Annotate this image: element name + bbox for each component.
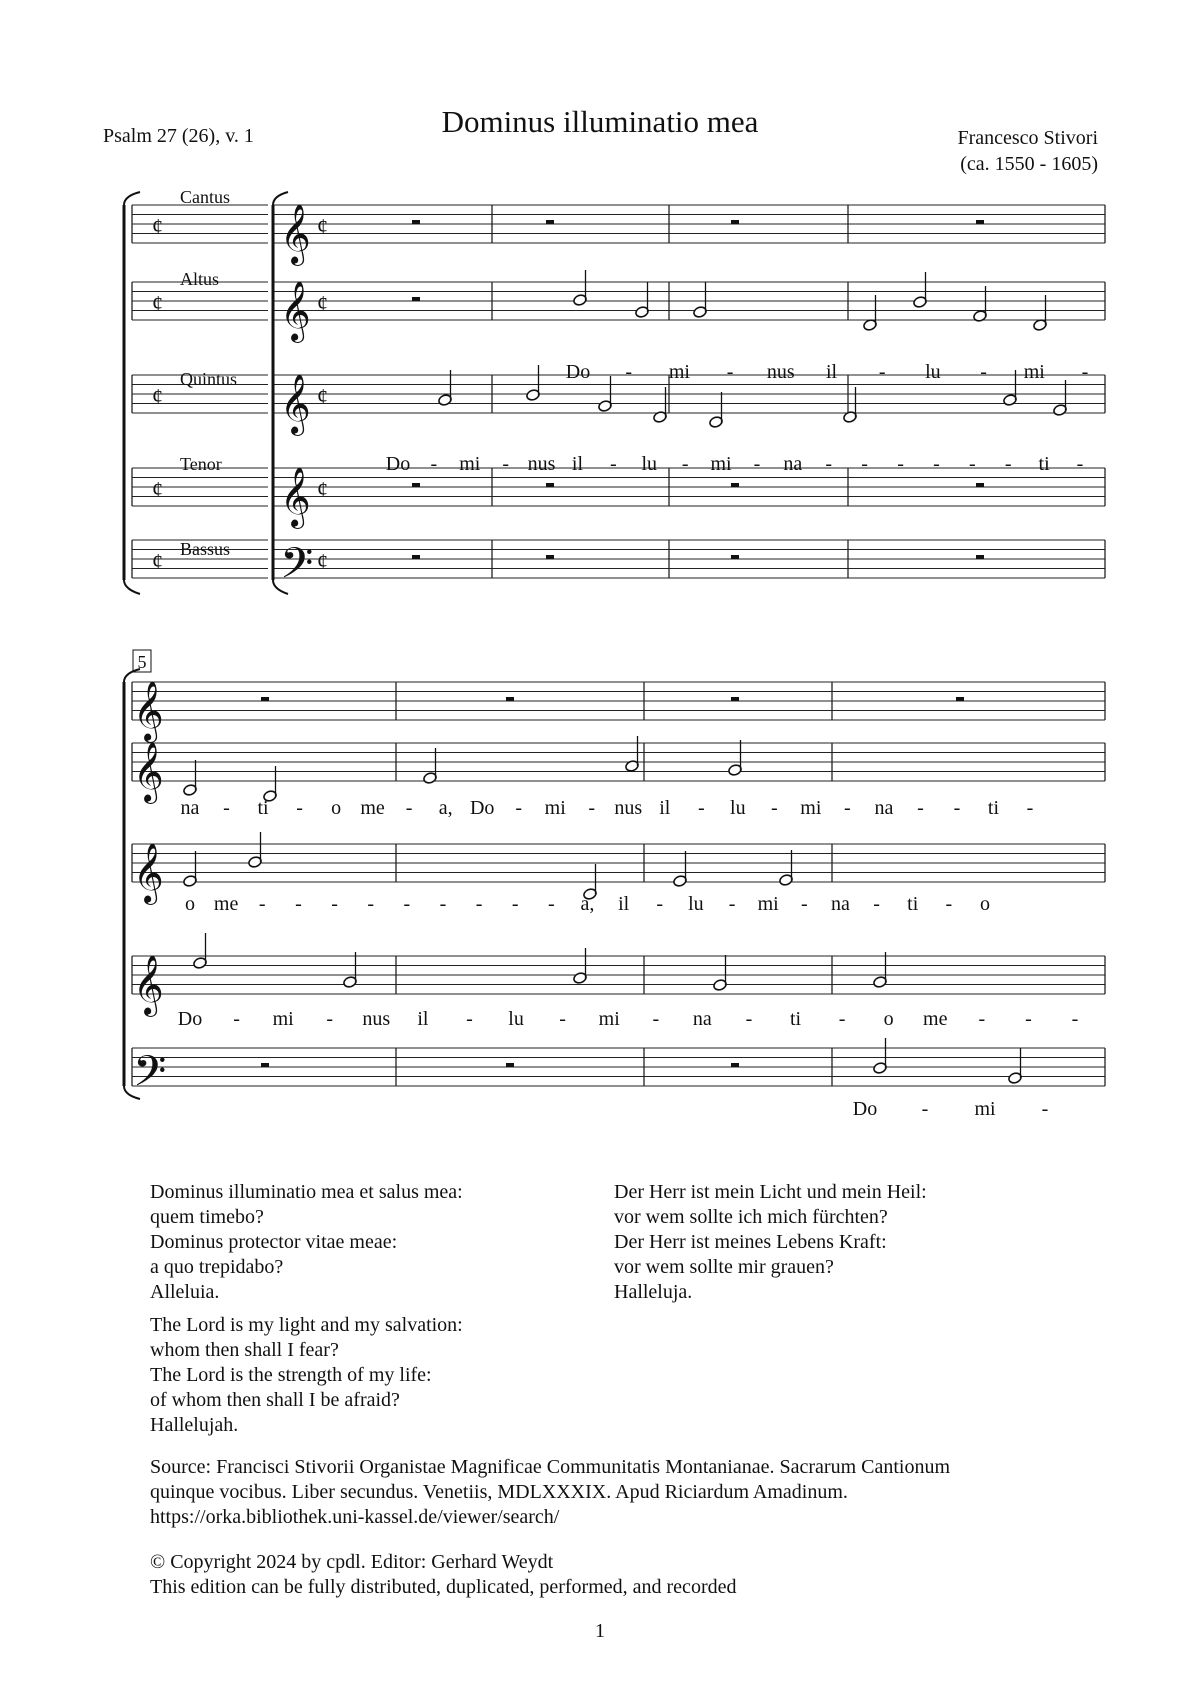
lyric-syllable: - [405,797,413,819]
lyric-syllable: - [1076,453,1084,475]
bass-clef: 𝄢 [280,541,314,598]
lyric-syllable: - [681,453,689,475]
treble-clef: 𝄞 [133,845,164,902]
lyric-syllable: nus [362,1008,391,1030]
lyric-syllable: - [548,893,555,915]
whole-rest [731,697,739,701]
text-line: Dominus protector vitae meae: [150,1231,398,1253]
composer-name: Francesco Stivori [957,127,1098,149]
lyric-syllable: - [511,893,519,915]
whole-rest [731,220,739,224]
lyric-syllable: lu [688,893,704,915]
lyric-syllable: - [771,797,778,819]
text-line: Hallelujah. [150,1414,239,1436]
text-line: Alleluia. [150,1281,220,1303]
cut-time-sign: ¢ [317,290,328,316]
lyric-syllable: nus [614,797,643,819]
lyric-syllable: mi [800,797,822,819]
source-url[interactable]: https://orka.bibliothek.uni-kassel.de/viewer/search/ [150,1506,560,1528]
lyric-syllable: mi [459,453,481,475]
lyric-syllable: - [1026,797,1034,819]
lyric-syllable: lu [641,453,658,475]
lyric-syllable: il [618,893,630,915]
page-title: Dominus illuminatio mea [441,104,759,139]
lyric-syllable: - [326,1008,334,1030]
whole-rest [506,1063,514,1067]
lyric-syllable: o [185,893,195,915]
lyric-syllable: na [692,1008,712,1030]
lyric-syllable: - [873,893,880,915]
lyric-syllable: - [978,1008,986,1030]
voice-staff [132,743,1105,781]
lyric-syllable: - [953,797,961,819]
cut-time-sign: ¢ [317,213,328,239]
whole-rest [546,220,554,224]
cut-time-sign: ¢ [317,476,328,502]
text-line: Dominus illuminatio mea et salus mea: [150,1181,463,1203]
lyric-syllable: mi [974,1098,996,1120]
treble-clef: 𝄞 [280,376,311,433]
copyright-line: © Copyright 2024 by cpdl. Editor: Gerhard Weydt [150,1551,554,1573]
lyric-syllable: na [783,453,803,475]
lyric-syllable: na [874,797,894,819]
lyric-syllable: me [360,797,385,819]
cut-time-sign: ¢ [152,548,163,574]
lyric-syllable: - [697,797,705,819]
voice-name: Tenor [180,454,222,474]
lyric-syllable: - [838,1008,846,1030]
lyric-syllable: - [1025,1008,1032,1030]
lyric-syllable: - [933,453,940,475]
lyric-syllable: - [588,797,596,819]
lyric-syllable: mi [757,893,779,915]
composer-dates: (ca. 1550 - 1605) [960,153,1098,175]
lyric-syllable: me [923,1008,948,1030]
lyric-syllable: me [213,893,239,915]
lyric-syllable: a, [438,797,453,819]
treble-clef: 𝄞 [280,283,311,340]
lyric-syllable: mi [1023,361,1045,383]
whole-rest [412,220,420,224]
lyric-syllable: nus [527,453,556,475]
lyric-syllable: Do [565,361,591,383]
lyric-syllable: - [1041,1098,1049,1120]
copyright-note [150,1550,736,1600]
whole-rest [956,697,964,701]
lyric-syllable: Do [177,1008,203,1030]
lyric-syllable: ti [907,893,919,915]
lyric-syllable: - [652,1008,660,1030]
cut-time-sign: ¢ [152,290,163,316]
treble-clef: 𝄞 [133,683,164,740]
whole-rest [261,697,269,701]
text-line: vor wem sollte mir grauen? [614,1256,834,1278]
whole-rest [412,555,420,559]
lyric-syllable: ti [257,797,269,819]
whole-rest [546,483,554,487]
lyric-syllable: - [296,797,303,819]
measure-number: 5 [137,652,147,672]
lyric-syllable: o [980,893,990,915]
lyric-syllable: il [571,453,584,475]
german-text [614,1180,927,1305]
voice-staff [132,956,1105,994]
lyric-syllable: lu [508,1008,524,1030]
text-line: The Lord is my light and my salvation: [150,1314,463,1336]
cut-time-sign: ¢ [152,213,163,239]
whole-rest [976,483,984,487]
lyric-syllable: - [844,797,851,819]
whole-rest [976,220,984,224]
lyric-syllable: o [883,1008,894,1030]
voice-name: Cantus [180,187,231,207]
text-line: Der Herr ist meines Lebens Kraft: [614,1231,887,1253]
lyric-syllable: - [466,1008,473,1030]
lyric-syllable: nus [766,361,795,383]
lyric-syllable: - [1071,1008,1079,1030]
lyric-syllable: mi [598,1008,620,1030]
lyric-syllable: Do [852,1098,878,1120]
lyric-syllable: - [559,1008,566,1030]
lyric-syllable: - [753,453,761,475]
source-note [150,1455,950,1530]
lyric-syllable: mi [710,453,732,475]
lyric-syllable: - [515,797,523,819]
lyric-syllable: - [980,361,987,383]
lyric-syllable: ti [1038,453,1050,475]
whole-rest [731,1063,739,1067]
text-line: a quo trepidabo? [150,1256,284,1278]
text-line: whom then shall I fear? [150,1339,339,1361]
cut-time-sign: ¢ [317,548,328,574]
lyric-syllable: lu [925,361,941,383]
text-line: The Lord is the strength of my life: [150,1364,432,1386]
lyric-syllable: - [1004,453,1012,475]
lyric-syllable: - [745,1008,753,1030]
voice-name: Quintus [180,369,238,389]
lyric-syllable: ti [987,797,1000,819]
treble-clef: 𝄞 [133,744,164,801]
text-line: quem timebo? [150,1206,264,1228]
text-line: of whom then shall I be afraid? [150,1389,400,1411]
lyric-syllable: - [610,453,617,475]
treble-clef: 𝄞 [133,957,164,1014]
lyric-syllable: a, [580,893,595,915]
whole-rest [261,1063,269,1067]
lyric-syllable: ti [789,1008,802,1030]
whole-rest [546,555,554,559]
voice-staff [132,1048,1105,1086]
lyric-syllable: - [726,361,734,383]
text-line: Der Herr ist mein Licht und mein Heil: [614,1181,927,1203]
lyric-syllable: - [625,361,633,383]
lyric-syllable: - [367,893,375,915]
lyric-syllable: il [659,797,671,819]
whole-rest [976,555,984,559]
lyric-syllable: - [825,453,833,475]
cut-time-sign: ¢ [152,383,163,409]
latin-text [150,1180,463,1305]
lyric-syllable: na [180,797,200,819]
lyric-syllable: - [921,1098,929,1120]
lyric-syllable: lu [730,797,746,819]
lyric-syllable: - [861,453,868,475]
cut-time-sign: ¢ [152,476,163,502]
lyric-syllable: Do [469,797,495,819]
source-line: quinque vocibus. Liber secundus. Venetiis, MDLXXXIX. Apud Riciardum Amadinum. [150,1481,848,1503]
voice-name: Altus [180,269,220,289]
lyric-syllable: - [1081,361,1089,383]
license-line: This edition can be fully distributed, duplicated, performed, and recorded [150,1576,737,1598]
whole-rest [731,483,739,487]
voice-staff [132,844,1105,882]
source-line: Source: Francisci Stivorii Organistae Magnificae Communitatis Montanianae. Sacrarum Cantionum [150,1456,951,1478]
text-line: vor wem sollte ich mich fürchten? [614,1206,888,1228]
lyric-syllable: - [656,893,664,915]
whole-rest [412,297,420,301]
english-text [150,1313,463,1438]
lyric-syllable: - [258,893,266,915]
lyric-syllable: il [825,361,838,383]
voice-name: Bassus [180,539,231,559]
bass-clef: 𝄢 [133,1049,167,1106]
lyric-syllable: - [430,453,438,475]
lyric-syllable: - [403,893,411,915]
whole-rest [412,483,420,487]
lyric-syllable: mi [668,361,690,383]
lyric-syllable: - [800,893,808,915]
lyric-syllable: - [475,893,483,915]
lyric-syllable: mi [272,1008,294,1030]
page-number: 1 [595,1620,605,1642]
lyric-syllable: - [331,893,338,915]
lyric-syllable: - [897,453,904,475]
lyric-syllable: il [417,1008,429,1030]
treble-clef: 𝄞 [280,469,311,526]
lyric-syllable: - [439,893,447,915]
lyric-syllable: - [502,453,510,475]
lyric-syllable: mi [544,797,566,819]
lyric-syllable: - [295,893,302,915]
whole-rest [731,555,739,559]
lyric-syllable: na [831,893,850,915]
lyric-syllable: - [917,797,924,819]
whole-rest [506,697,514,701]
lyric-syllable: - [728,893,736,915]
lyric-syllable: o [331,797,342,819]
lyric-syllable: Do [385,453,411,475]
psalm-reference: Psalm 27 (26), v. 1 [103,125,254,147]
lyric-syllable: - [233,1008,240,1030]
lyric-syllable: - [878,361,886,383]
cut-time-sign: ¢ [317,383,328,409]
treble-clef: 𝄞 [280,206,311,263]
lyric-syllable: - [968,453,976,475]
text-line: Halleluja. [614,1281,693,1303]
lyric-syllable: - [945,893,953,915]
lyric-syllable: - [223,797,230,819]
